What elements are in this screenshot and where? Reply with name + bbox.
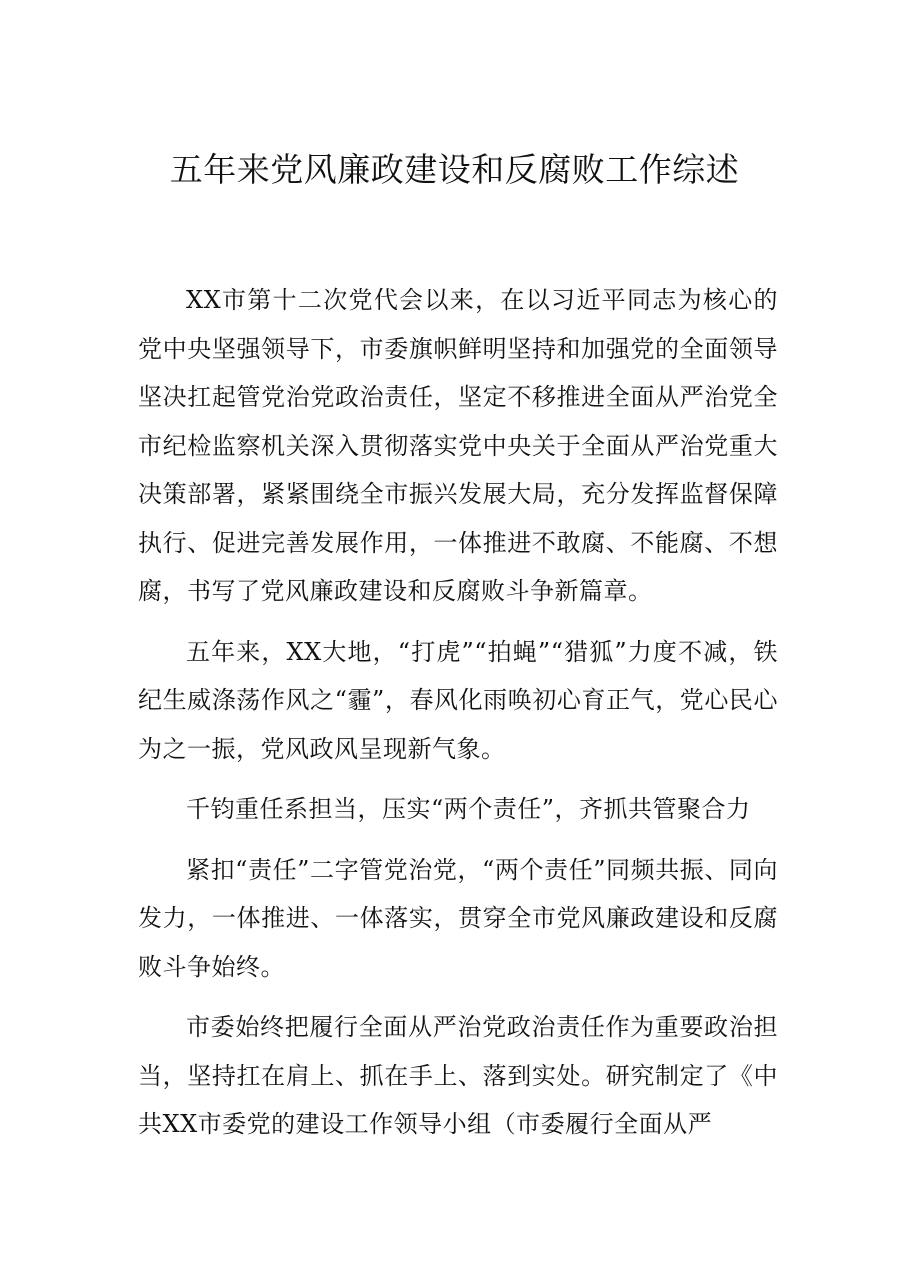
section-heading-responsibility: 千钧重任系担当，压实“两个责任”，齐抓共管聚合力 <box>186 795 751 823</box>
document-body <box>138 276 778 1161</box>
paragraph-city-committee: 市委始终把履行全面从严治党政治责任作为重要政治担当，坚持扛在肩上、抓在手上、落到实处。研究制定了《中共XX市委党的建设工作领导小组（市委履行全面从严 <box>138 1013 778 1138</box>
paragraph-five-years: 五年来，XX大地，“打虎”“拍蝇”“猎狐”力度不减，铁纪生威涤荡作风之“霾”，春风化雨唤初心育正气，党心民心为之一振，党风政风呈现新气象。 <box>138 637 778 763</box>
paragraph-intro: XX市第十二次党代会以来，在以习近平同志为核心的党中央坚强领导下，市委旗帜鲜明坚持和加强党的全面领导坚决扛起管党治党政治责任，坚定不移推进全面从严治党全市纪检监察机关深入贯彻落实党中央关于全面从严治党重大决策部署，紧紧围绕全市振兴发展大局，充分发挥监督保障执行、促进完善发展作用，一体推进不敢腐、不能腐、不想腐，书写了党风廉政建设和反腐败斗争新篇章。 <box>138 286 778 605</box>
paragraph-two-responsibilities: 紧扣“责任”二字管党治党，“两个责任”同频共振、同向发力，一体推进、一体落实，贯穿全市党风廉政建设和反腐败斗争始终。 <box>138 855 778 981</box>
document-title: 五年来党风廉政建设和反腐败工作综述 <box>169 150 740 189</box>
